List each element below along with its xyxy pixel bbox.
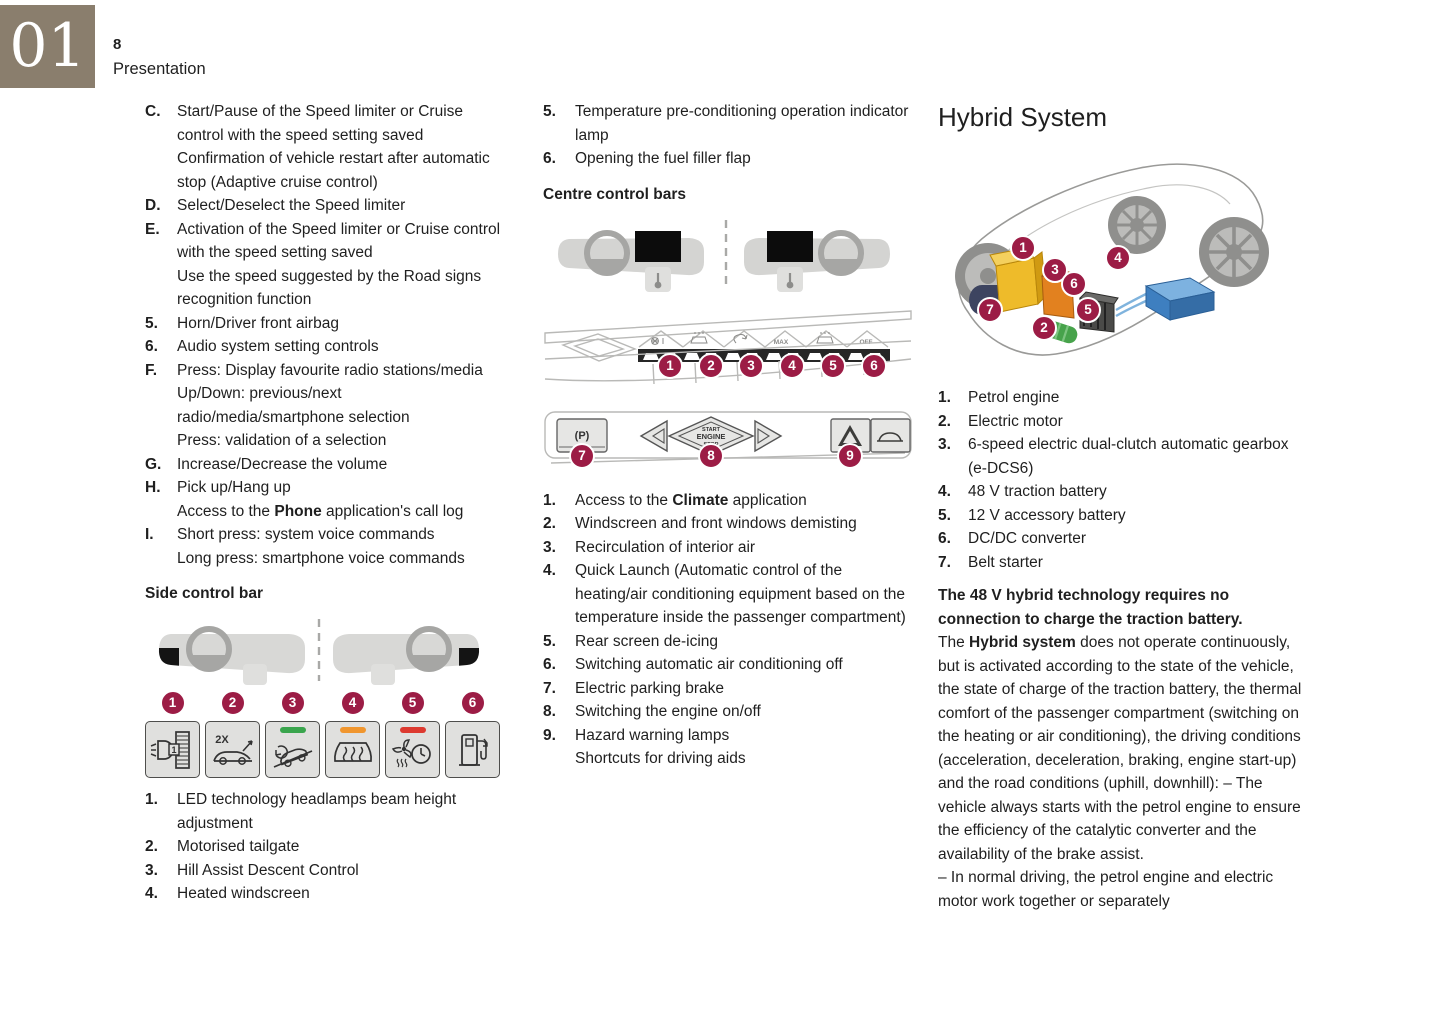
motorised-tailgate-icon [210, 727, 256, 773]
list-item: 6. Opening the fuel filler flap [543, 150, 751, 167]
list-item: 6. Audio system setting controls [145, 338, 379, 355]
dashboard-strip-art [543, 301, 913, 403]
centre-dashboard-silhouettes-icon [549, 215, 899, 295]
callout-badge: 1 [657, 353, 683, 379]
callout-badge: 6 [460, 690, 486, 716]
side-control-buttons [145, 690, 507, 778]
lower-strip-art [543, 407, 913, 479]
callout-badge: 2 [220, 690, 246, 716]
callout-badge: 1 [1010, 235, 1036, 261]
callout-badge: 2 [698, 353, 724, 379]
legend-item: 4. Heated windscreen [145, 885, 310, 902]
callout-badge: 7 [977, 297, 1003, 323]
hybrid-system-diagram [938, 140, 1310, 380]
list-item: I. Short press: system voice commands Long press: smartphone voice commands [145, 526, 465, 567]
legend-item: 4. 48 V traction battery [938, 483, 1107, 500]
callout-badge: 3 [1042, 257, 1068, 283]
headlamp-leveling-button [145, 721, 200, 778]
callout-badge: 5 [820, 353, 846, 379]
fuel-pump-icon [450, 727, 496, 773]
callout-badge: 1 [160, 690, 186, 716]
callout-badge: 6 [1061, 271, 1087, 297]
driving-aids-button-shape [871, 419, 910, 452]
list-item: 5. Temperature pre-conditioning operation indicator lamp [543, 103, 909, 144]
side-control-bar-diagram [145, 614, 507, 778]
legend-item: 2. Motorised tailgate [145, 838, 300, 855]
centre-control-bars-heading: Centre control bars [543, 185, 686, 203]
legend-item: 1. Petrol engine [938, 389, 1060, 406]
fan-timer-icon [390, 727, 436, 773]
legend-item: 6. Switching automatic air conditioning off [543, 656, 843, 673]
callout-badge: 4 [1105, 245, 1131, 271]
legend-item: 5. 12 V accessory battery [938, 506, 1126, 524]
svg-text:MAX: MAX [773, 338, 789, 346]
list-item: H. Pick up/Hang up Access to the Phone application's call log [145, 479, 464, 520]
legend-item: 7. Belt starter [938, 553, 1043, 571]
legend-item: 3. 6-speed electric dual-clutch automatic gearbox (e-DCS6) [938, 436, 1289, 477]
list-item: C. Start/Pause of the Speed limiter or Cruise control with the speed setting saved Confirmation of vehicle restart after automatic stop (Adaptive cruise control) [145, 103, 490, 191]
callout-badge: 3 [280, 690, 306, 716]
legend-item: 3. Recirculation of interior air [543, 538, 756, 556]
hybrid-system-title: Hybrid System [938, 102, 1108, 132]
legend-item: 3. Hill Assist Descent Control [145, 861, 359, 879]
svg-text:ENGINE: ENGINE [696, 431, 726, 441]
callout-badge: 9 [837, 443, 863, 469]
legend-item: 5. Rear screen de-icing [543, 632, 719, 650]
legend-item: 7. Electric parking brake [543, 679, 725, 697]
page-number: 8 [113, 36, 122, 53]
side-control-legend [145, 788, 507, 906]
svg-text:2X: 2X [214, 733, 229, 746]
centre-upper-strip-diagram [543, 301, 911, 403]
callout-badge: 3 [738, 353, 764, 379]
callout-badge: 5 [1075, 297, 1101, 323]
callout-badge: 8 [698, 443, 724, 469]
motorised-tailgate-button [205, 721, 260, 778]
column-centre-controls [543, 100, 911, 771]
list-item: F. Press: Display favourite radio stations/media Up/Down: previous/next radio/media/smartphone selection Press: validation of a selection [145, 361, 483, 449]
section-title: Presentation [113, 60, 206, 78]
column-steering-controls [145, 100, 507, 906]
list-item: E. Activation of the Speed limiter or Cruise control with the speed setting saved Use the speed suggested by the Road signs recognition function [145, 220, 501, 308]
callout-badge: 4 [779, 353, 805, 379]
column-hybrid-system [938, 100, 1310, 913]
legend-item: 2. Windscreen and front windows demisting [543, 515, 857, 532]
hybrid-system-legend [938, 386, 1310, 574]
red-led-indicator [400, 727, 426, 733]
list-item: 5. Horn/Driver front airbag [145, 314, 339, 332]
side-control-bar-heading: Side control bar [145, 585, 263, 602]
chapter-number-box: 01 [0, 5, 95, 88]
callout-badge: 4 [340, 690, 366, 716]
legend-item: 8. Switching the engine on/off [543, 703, 761, 720]
list-item: G. Increase/Decrease the volume [145, 455, 388, 473]
orange-led-indicator [340, 727, 366, 733]
green-led-indicator [280, 727, 306, 733]
preconditioning-button [385, 721, 440, 778]
heated-windscreen-button [325, 721, 380, 778]
callout-badge: 2 [1031, 315, 1057, 341]
dashboard-silhouettes-icon [145, 614, 493, 686]
hybrid-system-paragraph: The 48 V hybrid technology requires no connection to charge the traction battery. The Hybrid system does not operate continuously, but is activated according to the state of the vehicle, the state of charge of the traction battery, the thermal comfort of the passenger compartment (switching on the heating or air conditioning), the driving conditions (acceleration, deceleration, braking, engine start-up) and the road conditions (uphill, downhill): – The vehicle always starts with the petrol engine to ensure the efficiency of the catalytic converter and the availability of the brake assist. – In normal driving, the petrol engine and electric motor work together or separately [938, 587, 1302, 910]
callout-badge: 6 [861, 353, 887, 379]
centre-lower-strip-diagram [543, 407, 911, 479]
legend-item: 2. Electric motor [938, 412, 1063, 430]
heated-windscreen-icon [330, 727, 376, 773]
fuel-flap-button [445, 721, 500, 778]
legend-item: 4. Quick Launch (Automatic control of the heating/air conditioning equipment based on the temperature inside the passenger compartment) [543, 562, 906, 626]
callout-badge: 5 [400, 690, 426, 716]
callout-badge: 7 [569, 443, 595, 469]
legend-item: 1. LED technology headlamps beam height adjustment [145, 791, 457, 832]
legend-item: 1. Access to the Climate application [543, 491, 807, 509]
svg-text:OFF: OFF [859, 338, 873, 346]
hill-descent-icon [270, 727, 316, 773]
hill-descent-button [265, 721, 320, 778]
svg-text:1: 1 [170, 744, 177, 755]
parking-brake-icon: (P) [574, 429, 590, 442]
traction-battery-shape [1146, 278, 1214, 320]
centre-control-legend [543, 489, 911, 771]
legend-item: 9. Hazard warning lamps Shortcuts for driving aids [543, 726, 746, 767]
list-item: D. Select/Deselect the Speed limiter [145, 197, 406, 214]
svg-text:START: START [702, 426, 720, 433]
headlamp-leveling-icon [150, 727, 196, 773]
legend-item: 6. DC/DC converter [938, 530, 1086, 547]
wheel-icon [1199, 217, 1269, 287]
